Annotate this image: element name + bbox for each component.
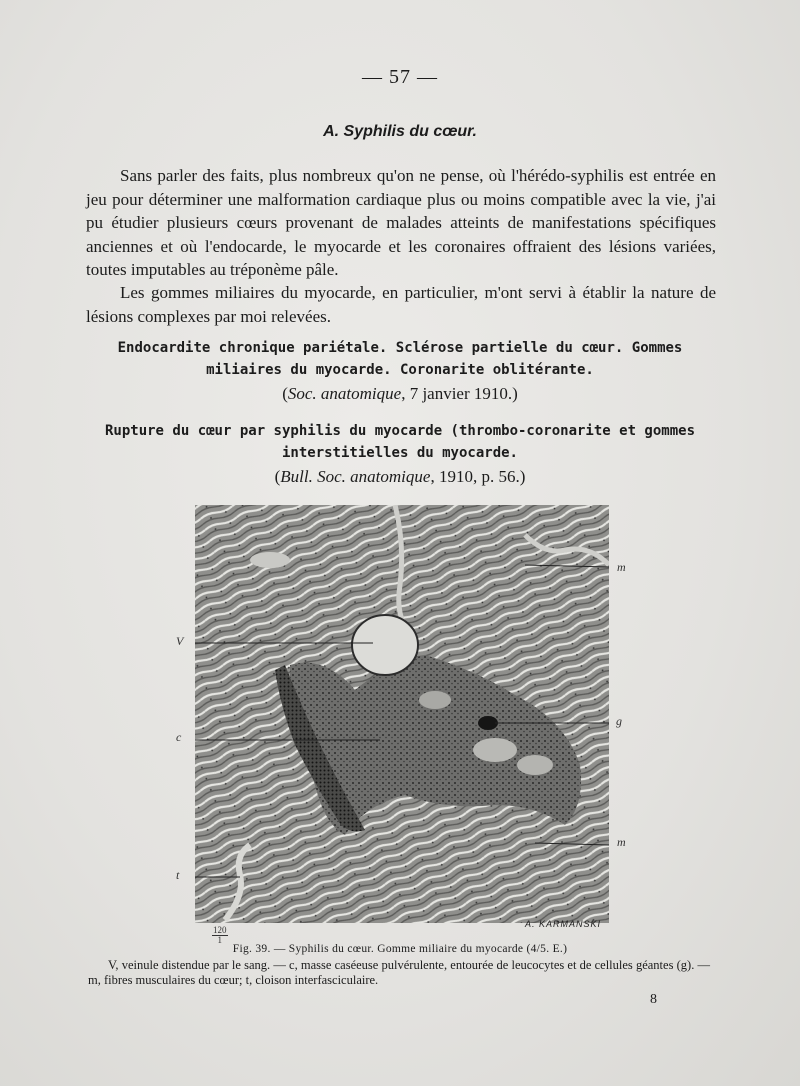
label-g: g: [616, 714, 622, 728]
reference-1-title: Endocardite chronique pariétale. Sclérose partielle du cœur. Gommes miliaires du myocarde. Coronarite oblitérante.: [117, 340, 683, 378]
page-number: — 57 —: [362, 66, 438, 88]
scale-fraction: 120 1: [213, 925, 227, 945]
label-t: t: [176, 868, 180, 882]
artist-signature: A. KARMANSKI: [525, 919, 602, 929]
reference-2-title: Rupture du cœur par syphilis du myocarde (thrombo-coronarite et gommes interstitielles du myocarde.: [104, 423, 695, 461]
reference-2-source: (Bull. Soc. anatomique, 1910, p. 56.): [274, 467, 526, 486]
reference-2-journal: Bull. Soc. anatomique: [280, 467, 431, 486]
section-title: A. Syphilis du cœur.: [323, 123, 477, 140]
caseous-mass-c: [473, 738, 517, 762]
label-c: c: [176, 730, 182, 744]
venule-V: [352, 615, 418, 675]
histology-figure: [195, 505, 609, 930]
label-V: V: [176, 634, 184, 648]
label-m-top: m: [617, 560, 626, 574]
figure-caption-body: V, veinule distendue par le sang. — c, masse caséeuse pulvérulente, entourée de leucocytes et de cellules géantes (g). — m, fibres musculaires du cœur; t, cloison interfasciculaire.: [88, 958, 710, 987]
label-m-bottom: m: [617, 835, 626, 849]
paragraph-1: Sans parler des faits, plus nombreux qu'on ne pense, où l'hérédo-syphilis est entrée en jeu pour déterminer une malformation cardiaque plus ou moins compatible avec la vie, j'ai pu étudier plusieurs cœurs provenant de malades atteints de manifestations spécifiques anciennes et où l'endocarde, le myocarde et les coronaires offraient des lésions variées, toutes imputables au tréponème pâle.: [86, 166, 716, 279]
reference-1-journal: Soc. anatomique: [287, 384, 402, 403]
signature-mark: 8: [650, 992, 657, 1007]
figure-caption-title: Fig. 39. — Syphilis du cœur. Gomme miliaire du myocarde (4/5. E.): [232, 943, 568, 955]
paragraph-2: Les gommes miliaires du myocarde, en particulier, m'ont servi à établir la nature de lésions complexes par moi relevées.: [86, 283, 716, 326]
reference-1-source: (Soc. anatomique, 7 janvier 1910.): [282, 384, 518, 403]
